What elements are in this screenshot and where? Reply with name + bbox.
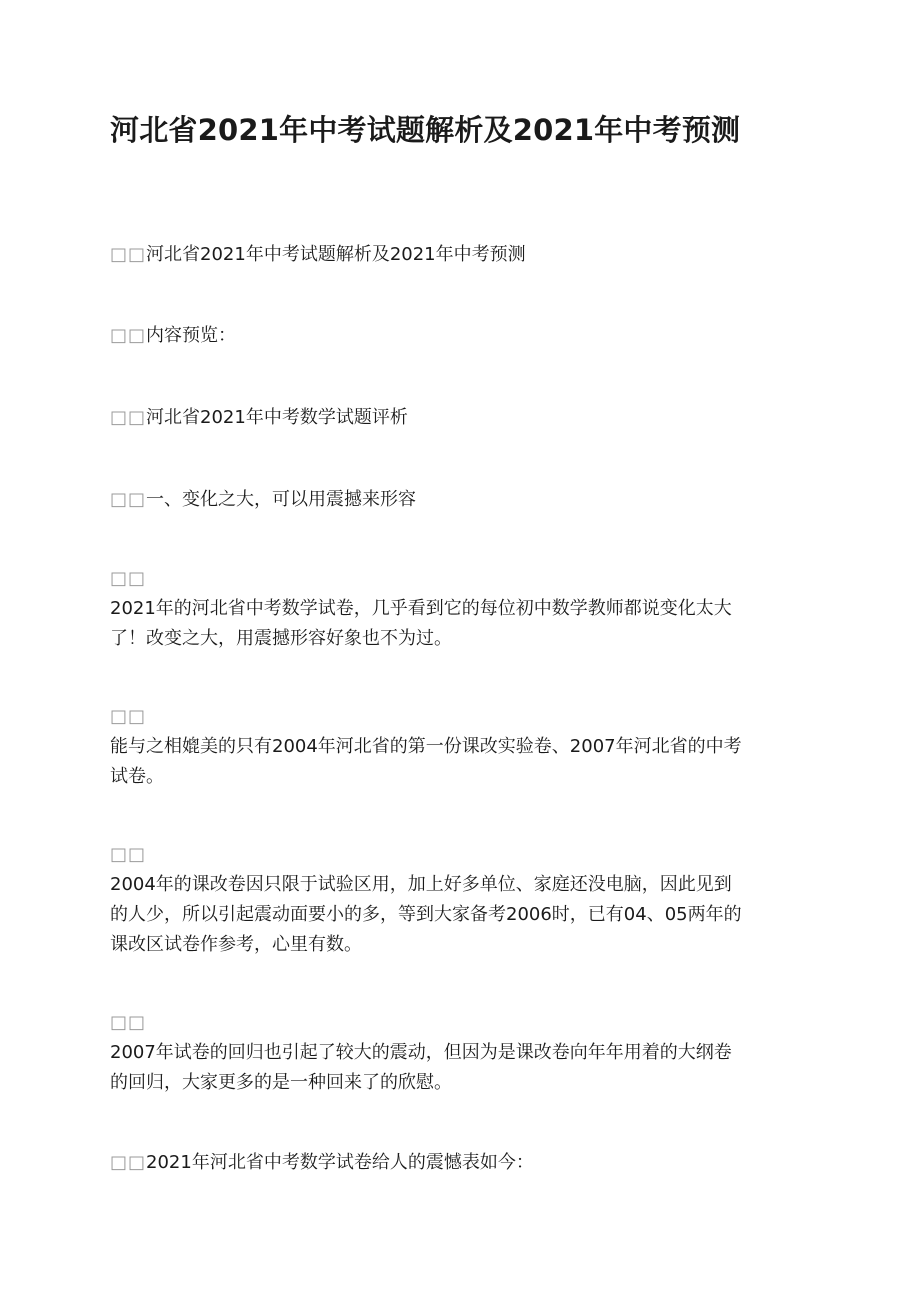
paragraph-heading-one xyxy=(110,485,810,515)
paragraph-line: 的回归，大家更多的是一种回来了的欣慰。 xyxy=(110,1072,452,1093)
paragraph-block-2 xyxy=(110,702,810,792)
paragraph-text: 2021年河北省中考数学试卷给人的震憾表如今： xyxy=(146,1152,534,1173)
paragraph-block-1 xyxy=(110,564,810,654)
document-title: 河北省2021年中考试题解析及2021年中考预测 xyxy=(110,113,741,147)
paragraph-line: 2004年的课改卷因只限于试验区用，加上好多单位、家庭还没电脑，因此见到 xyxy=(110,874,732,895)
paragraph-marker: □□ xyxy=(110,407,147,428)
paragraph-line: 能与之相媲美的只有2004年河北省的第一份课改实验卷、2007年河北省的中考 xyxy=(110,736,742,757)
paragraph-text: 河北省2021年中考数学试题评析 xyxy=(146,407,408,428)
paragraph-subtitle xyxy=(110,240,810,270)
paragraph-marker: □□ xyxy=(110,706,147,727)
paragraph-marker: □□ xyxy=(110,844,147,865)
paragraph-line: 试卷。 xyxy=(110,766,164,787)
paragraph-line: 2021年的河北省中考数学试卷，几乎看到它的每位初中数学教师都说变化太大 xyxy=(110,598,732,619)
paragraph-text: 一、变化之大，可以用震撼来形容 xyxy=(146,489,417,510)
paragraph-text: 内容预览： xyxy=(146,325,237,346)
paragraph-preview-heading xyxy=(110,321,810,351)
paragraph-marker: □□ xyxy=(110,325,147,346)
paragraph-block-3 xyxy=(110,840,810,960)
paragraph-block-4 xyxy=(110,1008,810,1098)
paragraph-marker: □□ xyxy=(110,489,147,510)
paragraph-line: 了！改变之大，用震撼形容好象也不为过。 xyxy=(110,628,452,649)
paragraph-marker: □□ xyxy=(110,1152,147,1173)
paragraph-marker: □□ xyxy=(110,568,147,589)
paragraph-section-title xyxy=(110,403,810,433)
paragraph-marker: □□ xyxy=(110,244,147,265)
paragraph-marker: □□ xyxy=(110,1012,147,1033)
paragraph-line: 的人少，所以引起震动面要小的多，等到大家备考2006时，已有04、05两年的 xyxy=(110,904,742,925)
paragraph-line: 2007年试卷的回归也引起了较大的震动，但因为是课改卷向年年用着的大纲卷 xyxy=(110,1042,732,1063)
paragraph-text: 河北省2021年中考试题解析及2021年中考预测 xyxy=(146,244,526,265)
paragraph-line: 课改区试卷作参考，心里有数。 xyxy=(110,934,362,955)
paragraph-closing xyxy=(110,1148,810,1178)
